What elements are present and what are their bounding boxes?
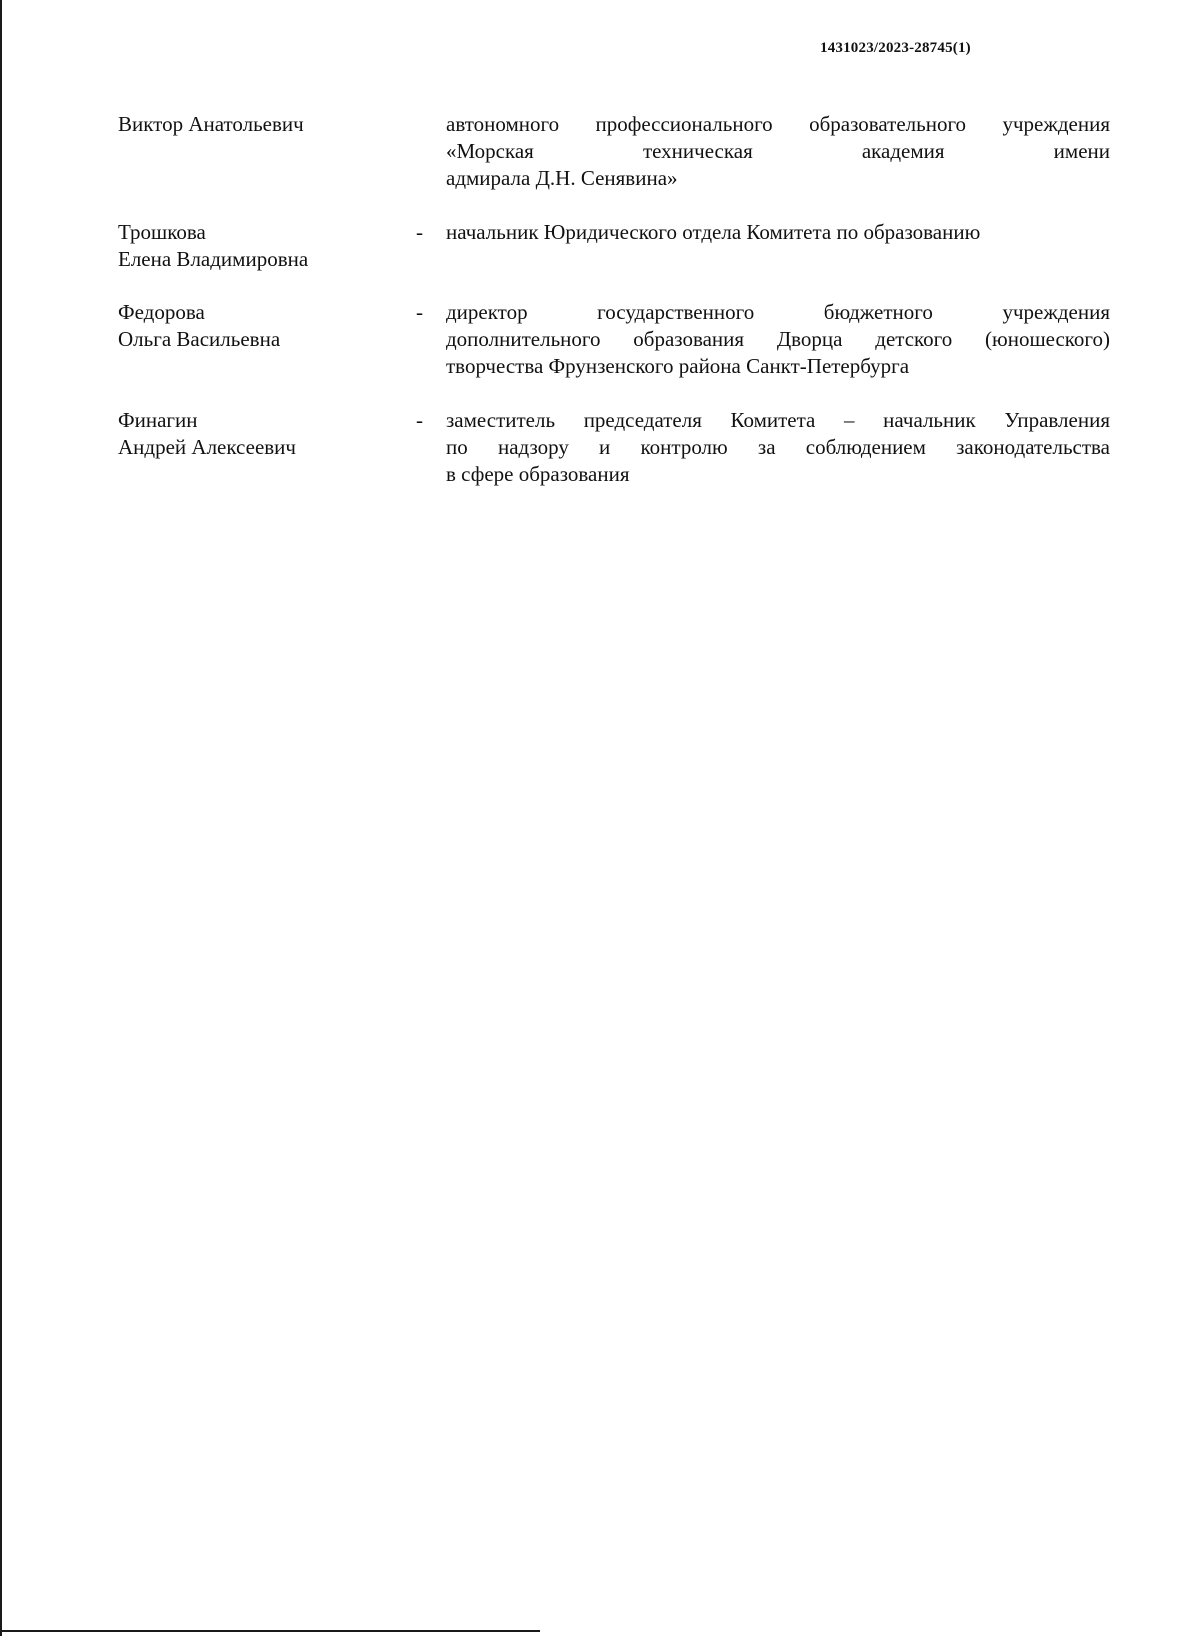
member-name-line: Ольга Васильевна <box>118 327 281 351</box>
entry-dash: - <box>416 300 423 324</box>
role-line: дополнительного образования Дворца детского (юношеского) <box>446 327 1110 351</box>
member-role <box>446 111 1110 192</box>
role-line: в сфере образования <box>446 462 630 486</box>
scan-edge-bottom <box>0 1630 540 1632</box>
member-name-line: Финагин <box>118 408 198 432</box>
document-number: 1431023/2023-28745(1) <box>820 40 971 56</box>
member-list <box>0 111 1200 507</box>
member-name-line: Федорова <box>118 300 205 324</box>
entry-dash: - <box>416 220 423 244</box>
role-line: адмирала Д.Н. Сенявина» <box>446 166 678 190</box>
member-role <box>446 407 1110 488</box>
entry-dash: - <box>416 408 423 432</box>
member-entry <box>0 111 1200 219</box>
role-line: «Морская техническая академия имени <box>446 139 1110 163</box>
role-line: заместитель председателя Комитета – начальник Управления <box>446 408 1110 432</box>
member-entry <box>0 407 1200 507</box>
role-line: автономного профессионального образовательного учреждения <box>446 112 1110 136</box>
member-role <box>446 299 1110 380</box>
member-name-line: Трошкова <box>118 220 206 244</box>
member-name <box>118 407 398 461</box>
member-name-line: Виктор Анатольевич <box>118 112 304 136</box>
member-name <box>118 219 398 273</box>
member-name <box>118 111 398 138</box>
member-role <box>446 219 1110 246</box>
member-name-line: Андрей Алексеевич <box>118 435 296 459</box>
member-name <box>118 299 398 353</box>
role-line: директор государственного бюджетного учреждения <box>446 300 1110 324</box>
role-line: по надзору и контролю за соблюдением законодательства <box>446 435 1110 459</box>
member-entry <box>0 219 1200 299</box>
role-line: начальник Юридического отдела Комитета по образованию <box>446 220 981 244</box>
role-line: творчества Фрунзенского района Санкт-Петербурга <box>446 354 910 378</box>
member-name-line: Елена Владимировна <box>118 247 309 271</box>
member-entry <box>0 299 1200 407</box>
